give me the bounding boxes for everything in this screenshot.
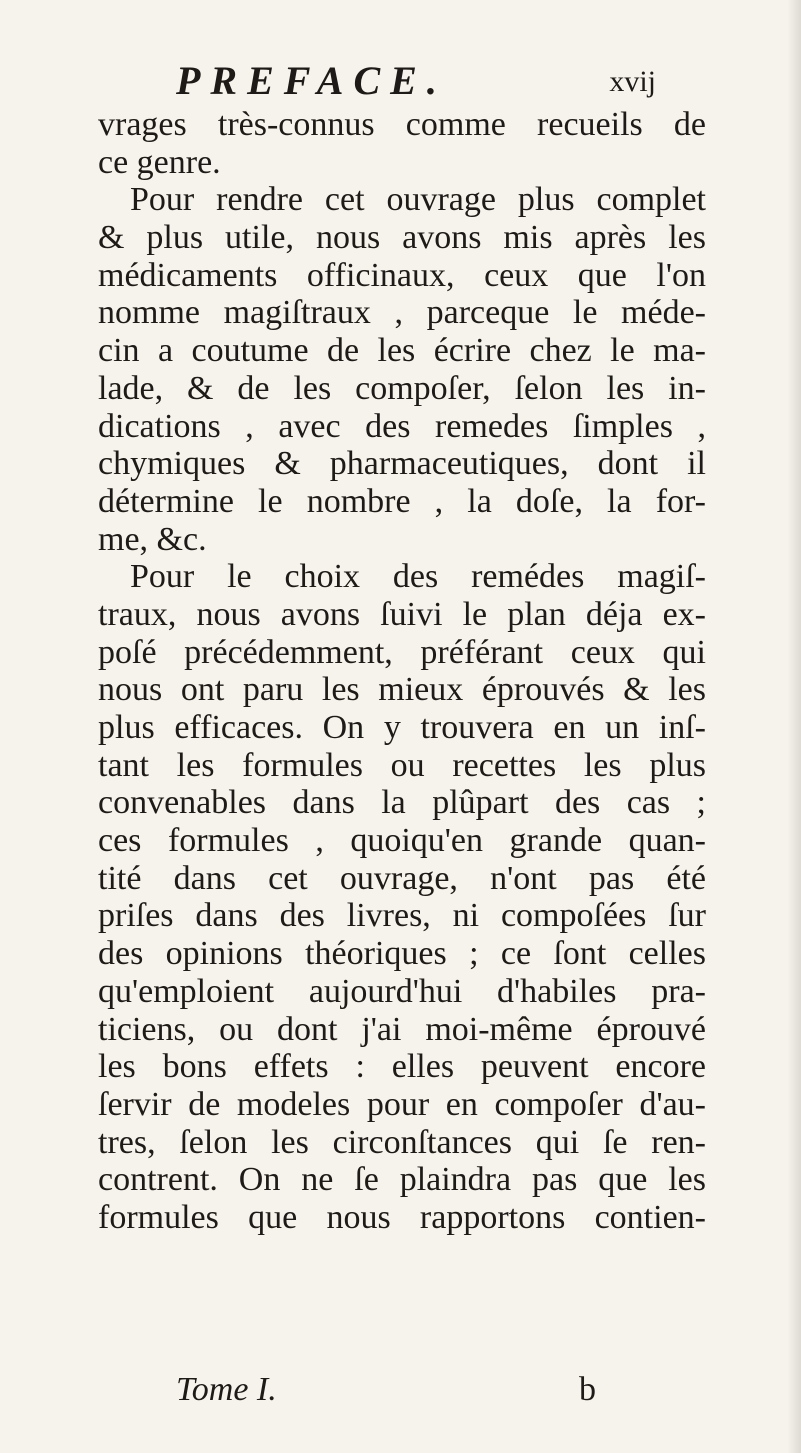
text-line: Pour le choix des remédes magiſ- (130, 558, 706, 596)
text-line: nomme magiſtraux , parceque le méde- (98, 294, 706, 332)
volume-label: Tome I. (176, 1371, 277, 1408)
text-line: poſé précédemment, préférant ceux qui (98, 633, 706, 671)
text-line: Pour rendre cet ouvrage plus complet (130, 181, 706, 219)
text-line: cin a coutume de les écrire chez le ma- (98, 332, 706, 370)
page-edge-shadow (787, 0, 801, 1453)
running-title: PREFACE. (176, 58, 447, 103)
text-line: ce genre. (98, 143, 221, 181)
text-line: formules que nous rapportons contien- (98, 1198, 706, 1236)
text-line: les bons effets : elles peuvent encore (98, 1048, 706, 1086)
text-line: tant les formules ou recettes les plus (98, 746, 706, 784)
page-footer (176, 1370, 596, 1410)
text-line: détermine le nombre , la doſe, la for- (98, 482, 706, 520)
text-line: plus efficaces. On y trouvera en un inſ- (98, 709, 706, 746)
text-line: ticiens, ou dont j'ai moi-même éprouvé (98, 1010, 706, 1048)
text-line: priſes dans des livres, ni compoſées ſur (98, 897, 706, 935)
text-line: contrent. On ne ſe plaindra pas que les (98, 1161, 706, 1199)
text-line: traux, nous avons ſuivi le plan déja ex- (98, 595, 706, 633)
text-line: ces formules , quoiqu'en grande quan- (98, 822, 706, 860)
text-line: tres, ſelon les circonſtances qui ſe ren- (98, 1123, 706, 1161)
text-line: tité dans cet ouvrage, n'ont pas été (98, 859, 706, 897)
body-text (98, 106, 706, 1237)
text-line: & plus utile, nous avons mis après les (98, 219, 706, 257)
text-line: me, &c. (98, 520, 207, 558)
text-line: dications , avec des remedes ſimples , (98, 407, 706, 445)
text-line: des opinions théoriques ; ce ſont celles (98, 935, 706, 973)
text-line: ſervir de modeles pour en compoſer d'au- (98, 1085, 706, 1123)
text-line: nous ont paru les mieux éprouvés & les (98, 671, 706, 709)
text-line: lade, & de les compoſer, ſelon les in- (98, 369, 706, 407)
text-line: convenables dans la plûpart des cas ; (98, 784, 706, 822)
page-header (176, 58, 656, 104)
text-line: vrages très-connus comme recueils de (98, 106, 706, 143)
page-number: xvij (609, 65, 656, 98)
text-line: qu'emploient aujourd'hui d'habiles pra- (98, 972, 706, 1010)
signature-mark: b (579, 1371, 596, 1408)
text-line: chymiques & pharmaceutiques, dont il (98, 445, 706, 483)
text-line: médicaments officinaux, ceux que l'on (98, 256, 706, 294)
